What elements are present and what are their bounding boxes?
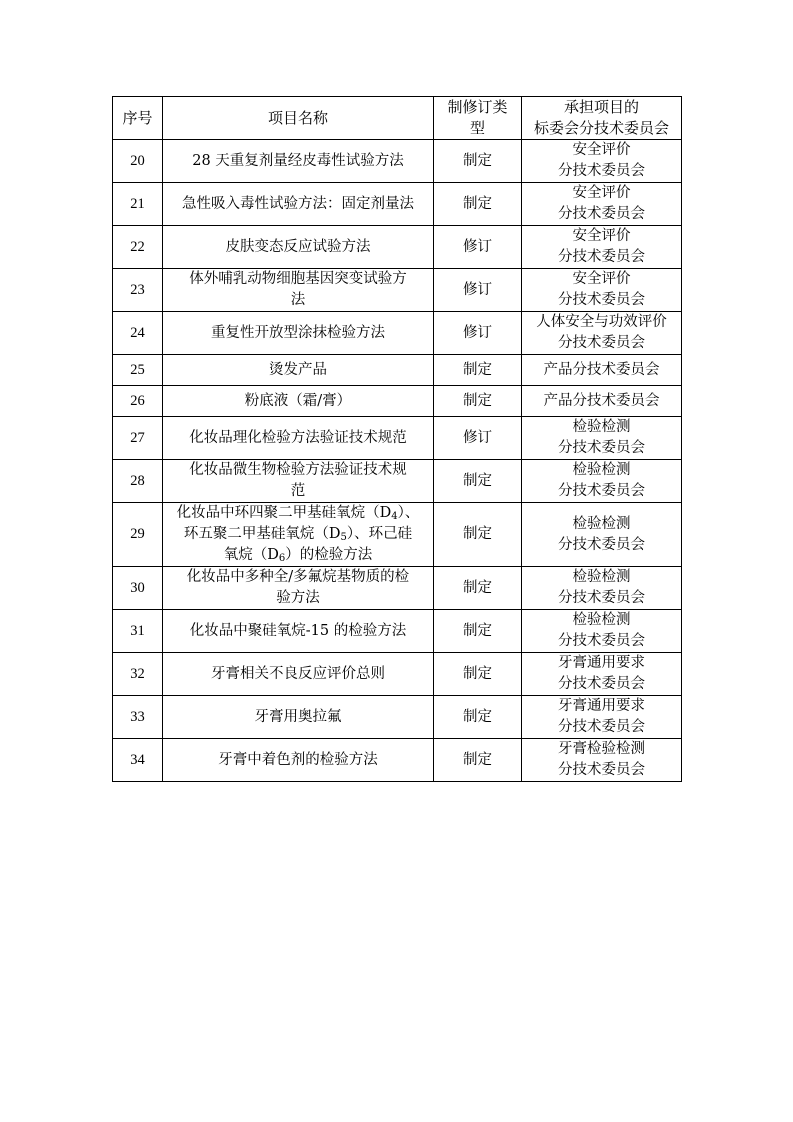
table-row bbox=[113, 140, 682, 183]
revision-type: 制定 bbox=[434, 140, 522, 183]
name-text: 化妆品中环四聚二甲基硅氧烷（D bbox=[176, 505, 392, 521]
project-name: 重复性开放型涂抹检验方法 bbox=[163, 312, 434, 355]
header-no: 序号 bbox=[113, 97, 163, 140]
committee-line2: 分技术委员会 bbox=[558, 762, 645, 778]
project-name: 粉底液（霜/膏） bbox=[163, 386, 434, 417]
row-number: 20 bbox=[113, 140, 163, 183]
subscript: 6 bbox=[278, 553, 286, 564]
project-name bbox=[163, 503, 434, 567]
row-number: 25 bbox=[113, 355, 163, 386]
subscript: 5 bbox=[340, 532, 347, 543]
committee bbox=[522, 183, 682, 226]
committee-line1: 检验检测 bbox=[572, 612, 631, 628]
row-number: 22 bbox=[113, 226, 163, 269]
revision-type: 制定 bbox=[434, 503, 522, 567]
revision-type: 制定 bbox=[434, 567, 522, 610]
project-name bbox=[163, 269, 434, 312]
committee-line1: 检验检测 bbox=[572, 462, 631, 478]
row-number: 33 bbox=[113, 696, 163, 739]
revision-type: 制定 bbox=[434, 653, 522, 696]
row-number: 28 bbox=[113, 460, 163, 503]
revision-type: 修订 bbox=[434, 312, 522, 355]
project-name: 28 天重复剂量经皮毒性试验方法 bbox=[163, 140, 434, 183]
committee: 产品分技术委员会 bbox=[522, 386, 682, 417]
revision-type: 制定 bbox=[434, 460, 522, 503]
project-name: 皮肤变态反应试验方法 bbox=[163, 226, 434, 269]
project-name: 化妆品理化检验方法验证技术规范 bbox=[163, 417, 434, 460]
header-committee bbox=[522, 97, 682, 140]
committee-line2: 分技术委员会 bbox=[558, 249, 645, 265]
revision-type: 制定 bbox=[434, 610, 522, 653]
row-number: 26 bbox=[113, 386, 163, 417]
header-committee-line2: 标委会分技术委员会 bbox=[533, 119, 669, 137]
project-name: 化妆品中聚硅氧烷-15 的检验方法 bbox=[163, 610, 434, 653]
committee-line2: 分技术委员会 bbox=[558, 163, 645, 179]
subscript: 4 bbox=[391, 511, 398, 522]
committee-line1: 牙膏通用要求 bbox=[558, 698, 645, 714]
table-row bbox=[113, 312, 682, 355]
table-row bbox=[113, 355, 682, 386]
revision-type: 制定 bbox=[434, 739, 522, 782]
committee bbox=[522, 610, 682, 653]
committee bbox=[522, 567, 682, 610]
header-committee-line1: 承担项目的 bbox=[563, 98, 639, 116]
project-name-line1: 化妆品微生物检验方法验证技术规 bbox=[189, 462, 407, 478]
project-name: 牙膏中着色剂的检验方法 bbox=[163, 739, 434, 782]
table-row bbox=[113, 226, 682, 269]
table-row bbox=[113, 386, 682, 417]
name-text: ）、 bbox=[397, 505, 420, 521]
committee-line1: 安全评价 bbox=[572, 228, 631, 244]
revision-type: 修订 bbox=[434, 269, 522, 312]
committee-line2: 分技术委员会 bbox=[558, 536, 645, 553]
committee-line1: 检验检测 bbox=[572, 419, 631, 435]
project-name-line1 bbox=[167, 503, 429, 524]
table-row bbox=[113, 269, 682, 312]
table-row bbox=[113, 503, 682, 567]
committee-line2: 分技术委员会 bbox=[558, 206, 645, 222]
project-name-line2: 验方法 bbox=[276, 590, 320, 606]
committee bbox=[522, 739, 682, 782]
project-name-line1: 化妆品中多种全/多氟烷基物质的检 bbox=[186, 569, 410, 585]
committee-line1: 牙膏检验检测 bbox=[558, 741, 645, 757]
project-name: 牙膏用奥拉氟 bbox=[163, 696, 434, 739]
committee bbox=[522, 312, 682, 355]
committee-line1: 牙膏通用要求 bbox=[558, 655, 645, 671]
row-number: 34 bbox=[113, 739, 163, 782]
table-header-row bbox=[113, 97, 682, 140]
committee-line1: 检验检测 bbox=[572, 515, 631, 532]
revision-type: 制定 bbox=[434, 355, 522, 386]
table-row bbox=[113, 460, 682, 503]
project-name-line3 bbox=[167, 545, 429, 566]
row-number: 30 bbox=[113, 567, 163, 610]
committee bbox=[522, 269, 682, 312]
table-row bbox=[113, 610, 682, 653]
committee bbox=[522, 226, 682, 269]
table-row bbox=[113, 183, 682, 226]
committee-line2: 分技术委员会 bbox=[558, 335, 645, 351]
project-name bbox=[163, 567, 434, 610]
table-row bbox=[113, 739, 682, 782]
committee-line2: 分技术委员会 bbox=[558, 440, 645, 456]
committee bbox=[522, 417, 682, 460]
committee-line1: 安全评价 bbox=[572, 185, 631, 201]
row-number: 21 bbox=[113, 183, 163, 226]
row-number: 29 bbox=[113, 503, 163, 567]
header-type bbox=[434, 97, 522, 140]
project-name: 急性吸入毒性试验方法：固定剂量法 bbox=[163, 183, 434, 226]
committee-line1: 检验检测 bbox=[572, 569, 631, 585]
row-number: 27 bbox=[113, 417, 163, 460]
committee-line1: 人体安全与功效评价 bbox=[536, 314, 667, 330]
row-number: 32 bbox=[113, 653, 163, 696]
project-name-line2 bbox=[167, 524, 429, 545]
project-name: 烫发产品 bbox=[163, 355, 434, 386]
name-text: ）的检验方法 bbox=[285, 547, 373, 563]
committee-line1: 安全评价 bbox=[572, 142, 631, 158]
project-name bbox=[163, 460, 434, 503]
header-name: 项目名称 bbox=[163, 97, 434, 140]
committee bbox=[522, 460, 682, 503]
table-row bbox=[113, 696, 682, 739]
committee-line2: 分技术委员会 bbox=[558, 676, 645, 692]
table-row bbox=[113, 653, 682, 696]
committee: 产品分技术委员会 bbox=[522, 355, 682, 386]
revision-type: 制定 bbox=[434, 696, 522, 739]
project-name-line2: 范 bbox=[290, 483, 306, 499]
table-row bbox=[113, 417, 682, 460]
name-text: ）、环己硅 bbox=[346, 526, 413, 542]
committee-line2: 分技术委员会 bbox=[558, 292, 645, 308]
project-name-line2: 法 bbox=[290, 292, 306, 308]
committee-line2: 分技术委员会 bbox=[558, 633, 645, 649]
row-number: 24 bbox=[113, 312, 163, 355]
committee-line2: 分技术委员会 bbox=[558, 590, 645, 606]
table-row bbox=[113, 567, 682, 610]
project-name: 牙膏相关不良反应评价总则 bbox=[163, 653, 434, 696]
revision-type: 修订 bbox=[434, 226, 522, 269]
header-type-line1: 制修订类 bbox=[447, 98, 508, 116]
row-number: 31 bbox=[113, 610, 163, 653]
committee-line2: 分技术委员会 bbox=[558, 719, 645, 735]
committee bbox=[522, 696, 682, 739]
revision-type: 制定 bbox=[434, 386, 522, 417]
row-number: 23 bbox=[113, 269, 163, 312]
committee bbox=[522, 503, 682, 567]
header-type-line2: 型 bbox=[469, 119, 485, 137]
revision-type: 修订 bbox=[434, 417, 522, 460]
standards-project-table bbox=[112, 96, 682, 782]
committee bbox=[522, 140, 682, 183]
committee bbox=[522, 653, 682, 696]
revision-type: 制定 bbox=[434, 183, 522, 226]
committee-line1: 安全评价 bbox=[572, 271, 631, 287]
name-text: 氧烷（D bbox=[223, 547, 279, 563]
project-name-line1: 体外哺乳动物细胞基因突变试验方 bbox=[189, 271, 407, 287]
committee-line2: 分技术委员会 bbox=[558, 483, 645, 499]
name-text: 环五聚二甲基硅氧烷（D bbox=[183, 526, 341, 542]
